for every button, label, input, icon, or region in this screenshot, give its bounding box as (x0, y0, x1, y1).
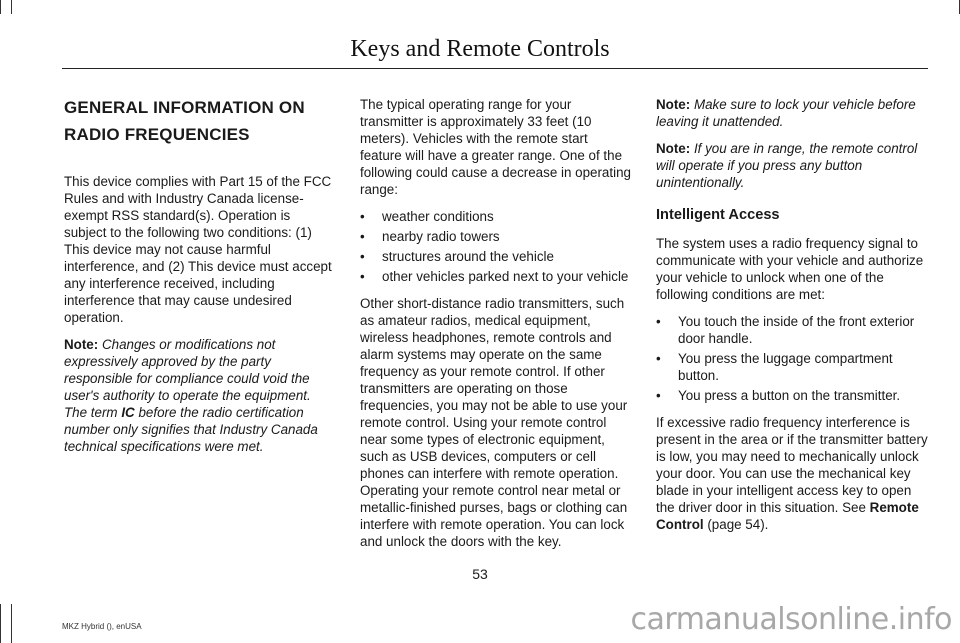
note-lock-text: Make sure to lock your vehicle before leaving it unattended. (656, 97, 916, 129)
interference-paragraph: Other short-distance radio transmitters, such as amateur radios, medical equipment, wireless headphones, remote controls and alarm systems may operate on the same frequency as your remote control. If other transmitters are operating on those frequencies, you may not be able to use your remote control. Using your remote control near some types of electronic equipment, such as USB devices, computers or cell phones can interfere with remote operation. Operating your remote control near metal or metallic-finished purses, bags or clothing can interfere with remote operation. You can lock and unlock the doors with the key. (360, 296, 628, 549)
corner-mark (11, 604, 12, 643)
intelligent-access-paragraph: The system uses a radio frequency signal to communicate with your vehicle and authorize your vehicle to unlock when one of the following conditions are met: (656, 236, 924, 302)
list-item: • You touch the inside of the front exterior door handle. (656, 314, 915, 346)
see-prefix: See (842, 500, 866, 515)
bullet-icon: • (656, 388, 661, 403)
range-factors-list (360, 208, 632, 285)
column-3 (656, 96, 928, 543)
note-paragraph (64, 336, 336, 455)
note-range-text: If you are in range, the remote control will operate if you press any button unintentionally. (656, 141, 918, 190)
corner-mark (0, 604, 1, 643)
footer-text: MKZ Hybrid (), enUSA (62, 622, 142, 631)
column-2 (360, 96, 632, 560)
bullet-icon: • (360, 229, 365, 244)
note-lock-paragraph (656, 96, 928, 130)
section-heading-line1: GENERAL INFORMATION ON (64, 98, 305, 117)
remote-control-link[interactable]: Remote Control (656, 500, 919, 532)
note-term: IC (121, 405, 135, 420)
watermark: carmanualsonline.info (630, 602, 952, 637)
page-number: 53 (472, 566, 488, 582)
list-item: • other vehicles parked next to your vehicle (360, 269, 629, 284)
column-1 (64, 96, 336, 465)
page-header-title: Keys and Remote Controls (350, 36, 610, 62)
list-item: • You press the luggage compartment button. (656, 351, 893, 383)
interference-unlock-paragraph: If excessive radio frequency interference is present in the area or if the transmitter battery is low, you may need to mechanically unlock your door. You can use the mechanical key blade in your intelligent access key to open the driver door in this situation. See Remote Control (page 54). (656, 415, 928, 532)
section-heading (64, 96, 336, 147)
bullet-icon: • (656, 351, 661, 366)
list-item: • nearby radio towers (360, 229, 500, 244)
list-item: • structures around the vehicle (360, 249, 554, 264)
note-text-a: Changes or modifications not expressively approved by the party responsible for compliance could void the user's authority to operate the equipment. The term (64, 337, 311, 420)
bullet-icon: • (360, 249, 365, 264)
note-label: Note: (656, 97, 691, 112)
section-heading-line2: RADIO FREQUENCIES (64, 125, 250, 144)
fcc-paragraph: This device complies with Part 15 of the FCC Rules and with Industry Canada license-exempt RSS standard(s). Operation is subject to the following two conditions: (1) This device may not cause harmful interference, and (2) This device must accept any interference received, including interference that may cause undesired operation. (64, 174, 332, 325)
see-suffix: (page 54). (707, 517, 769, 532)
note-label: Note: (656, 141, 691, 156)
corner-mark (11, 0, 12, 14)
bullet-icon: • (656, 314, 661, 329)
list-item: • weather conditions (360, 209, 494, 224)
intelligent-access-heading: Intelligent Access (656, 207, 780, 223)
conditions-list (656, 313, 928, 404)
note-range-paragraph (656, 140, 928, 191)
list-item: • You press a button on the transmitter. (656, 388, 901, 403)
note-text-b: before the radio certification number only signifies that Industry Canada technical specifications were met. (64, 405, 318, 454)
header-rule (62, 68, 928, 69)
range-paragraph: The typical operating range for your transmitter is approximately 33 feet (10 meters). Vehicles with the remote start feature will have a greater range. One of the following could cause a decrease in operating range: (360, 97, 631, 197)
bullet-icon: • (360, 209, 365, 224)
corner-mark (0, 0, 1, 14)
note-label: Note: (64, 337, 99, 352)
bullet-icon: • (360, 269, 365, 284)
